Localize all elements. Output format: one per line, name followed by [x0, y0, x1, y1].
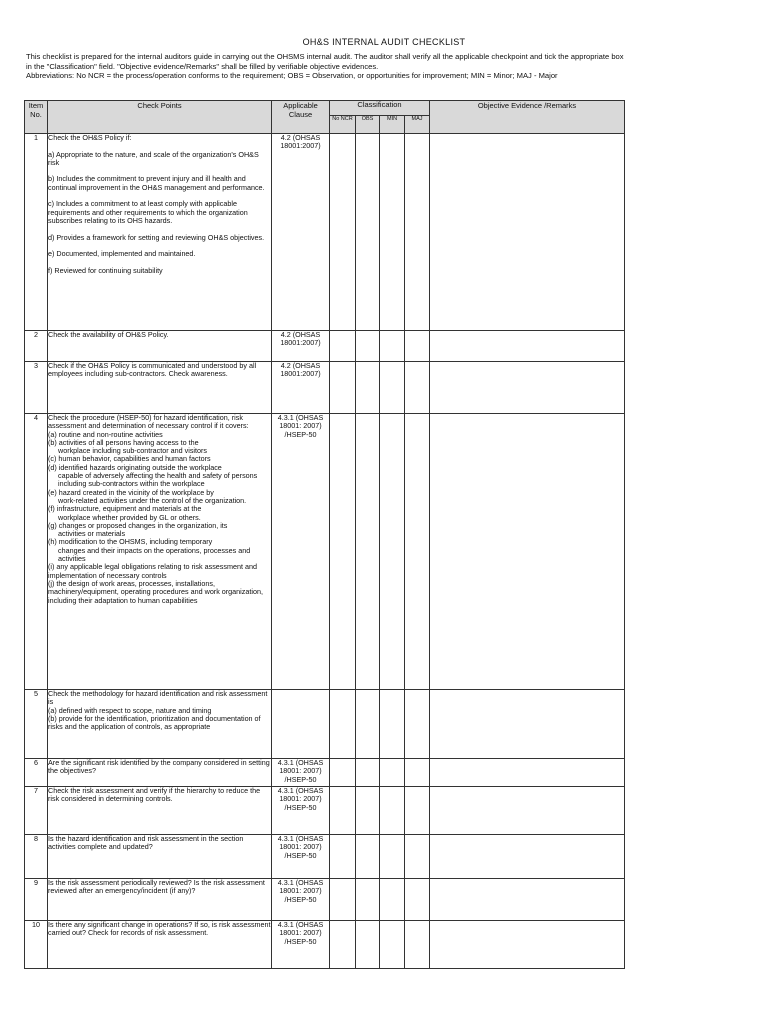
obs-checkbox[interactable] — [356, 921, 380, 969]
check-point: Are the significant risk identified by the company considered in setting the objectives? — [48, 759, 272, 787]
item-number: 10 — [25, 921, 48, 969]
header-applicable-clause: Applicable Clause — [272, 101, 330, 134]
no-ncr-checkbox[interactable] — [330, 362, 356, 414]
check-point-sub — [48, 464, 271, 489]
applicable-clause — [272, 690, 330, 759]
item-number: 1 — [25, 134, 48, 331]
maj-checkbox[interactable] — [405, 759, 430, 787]
no-ncr-checkbox[interactable] — [330, 414, 356, 690]
no-ncr-checkbox[interactable] — [330, 134, 356, 331]
check-point-sub: d) Provides a framework for setting and reviewing OH&S objectives. — [48, 232, 265, 242]
maj-checkbox[interactable] — [405, 835, 430, 879]
min-checkbox[interactable] — [380, 362, 405, 414]
item-number: 6 — [25, 759, 48, 787]
maj-checkbox[interactable] — [405, 879, 430, 921]
table-row — [25, 690, 625, 759]
sub-text-continued: work-related activities under the control of the organization. — [58, 495, 247, 505]
sub-text: (a) defined with respect to scope, nature and timing — [48, 705, 212, 715]
sub-text: (e) hazard created in the vicinity of the workplace by — [48, 487, 214, 497]
sub-text: (f) infrastructure, equipment and materials at the — [48, 504, 202, 514]
item-number: 4 — [25, 414, 48, 690]
header-classification: Classification — [330, 101, 430, 116]
sub-text-continued: activities or materials — [58, 529, 126, 539]
check-point-sub — [48, 715, 271, 732]
remarks-cell[interactable] — [430, 414, 625, 690]
sub-text-continued: workplace whether provided by GL or others. — [58, 512, 201, 522]
sub-text: (a) routine and non-routine activities — [48, 429, 163, 439]
sub-text: (c) human behavior, capabilities and human factors — [48, 454, 211, 464]
remarks-cell[interactable] — [430, 134, 625, 331]
header-maj: MAJ — [405, 116, 430, 134]
check-point-sub: f) Reviewed for continuing suitability — [48, 265, 163, 275]
audit-checklist-table — [24, 100, 625, 969]
sub-text: (g) changes or proposed changes in the organization, its — [48, 520, 228, 530]
applicable-clause: 4.3.1 (OHSAS 18001: 2007) /HSEP-50 — [272, 921, 330, 969]
check-point — [48, 414, 272, 690]
intro-abbreviations: Abbreviations: No NCR = the process/operation conforms to the requirement; OBS = Observation, or opportunities for improvement; MIN = Minor; MAJ - Major — [26, 71, 558, 80]
no-ncr-checkbox[interactable] — [330, 690, 356, 759]
obs-checkbox[interactable] — [356, 134, 380, 331]
applicable-clause: 4.3.1 (OHSAS 18001: 2007) /HSEP-50 — [272, 835, 330, 879]
obs-checkbox[interactable] — [356, 835, 380, 879]
header-item-no: Item No. — [25, 101, 48, 134]
sub-text: (h) modification to the OHSMS, including temporary — [48, 537, 213, 547]
maj-checkbox[interactable] — [405, 362, 430, 414]
header-min: MIN — [380, 116, 405, 134]
check-point-intro: Check the procedure (HSEP-50) for hazard identification, risk assessment and determination of necessary control if it covers: — [48, 413, 249, 431]
applicable-clause: 4.2 (OHSAS 18001:2007) — [272, 362, 330, 414]
no-ncr-checkbox[interactable] — [330, 879, 356, 921]
header-remarks: Objective Evidence /Remarks — [430, 101, 625, 134]
min-checkbox[interactable] — [380, 759, 405, 787]
maj-checkbox[interactable] — [405, 331, 430, 362]
no-ncr-checkbox[interactable] — [330, 921, 356, 969]
sub-text: (d) identified hazards originating outside the workplace — [48, 462, 222, 472]
table-row — [25, 921, 625, 969]
maj-checkbox[interactable] — [405, 921, 430, 969]
maj-checkbox[interactable] — [405, 134, 430, 331]
applicable-clause: 4.3.1 (OHSAS 18001: 2007) /HSEP-50 — [272, 787, 330, 835]
obs-checkbox[interactable] — [356, 362, 380, 414]
check-point — [48, 134, 272, 331]
table-row — [25, 414, 625, 690]
check-point-sub: c) Includes a commitment to at least comply with applicable requirements and other requirements to which the organization subscribes relating to its OHS hazards. — [48, 199, 248, 225]
remarks-cell[interactable] — [430, 879, 625, 921]
table-row — [25, 835, 625, 879]
min-checkbox[interactable] — [380, 690, 405, 759]
check-point: Is the risk assessment periodically reviewed? Is the risk assessment reviewed after an emergency/incident (if any)? — [48, 879, 272, 921]
sub-text-continued: capable of adversely affecting the health and safety of persons including sub-contractors within the workplace — [58, 471, 258, 489]
check-point-sub — [48, 580, 271, 605]
check-point: Check the availability of OH&S Policy. — [48, 331, 272, 362]
header-no-ncr: No NCR — [330, 116, 356, 134]
intro-instructions: This checklist is prepared for the internal auditors guide in carrying out the OHSMS internal audit. The auditor shall verify all the applicable checkpoint and tick the appropriate box in the "Classification" field. "Objective evidence/Remarks" shall be filled by verifiable objective evidences. — [26, 52, 624, 71]
no-ncr-checkbox[interactable] — [330, 331, 356, 362]
sub-text: (b) activities of all persons having access to the — [48, 437, 199, 447]
check-point: Check the risk assessment and verify if the hierarchy to reduce the risk considered in determining controls. — [48, 787, 272, 835]
check-point: Is the hazard identification and risk assessment in the section activities complete and updated? — [48, 835, 272, 879]
applicable-clause: 4.3.1 (OHSAS 18001: 2007) /HSEP-50 — [272, 759, 330, 787]
check-point — [48, 690, 272, 759]
check-point-sub — [48, 489, 271, 506]
item-number: 5 — [25, 690, 48, 759]
no-ncr-checkbox[interactable] — [330, 835, 356, 879]
intro-text — [26, 52, 626, 81]
item-number: 2 — [25, 331, 48, 362]
check-point-sub — [48, 538, 271, 563]
remarks-cell[interactable] — [430, 362, 625, 414]
min-checkbox[interactable] — [380, 134, 405, 331]
min-checkbox[interactable] — [380, 414, 405, 690]
check-point-sub — [48, 563, 271, 580]
remarks-cell[interactable] — [430, 835, 625, 879]
applicable-clause: 4.3.1 (OHSAS 18001: 2007) /HSEP-50 — [272, 414, 330, 690]
no-ncr-checkbox[interactable] — [330, 759, 356, 787]
min-checkbox[interactable] — [380, 835, 405, 879]
page-title: OH&S INTERNAL AUDIT CHECKLIST — [302, 37, 466, 47]
check-point-sub — [48, 439, 271, 456]
check-point: Check if the OH&S Policy is communicated and understood by all employees including sub-contractors. Check awareness. — [48, 362, 272, 414]
header-check-points: Check Points — [48, 101, 272, 134]
item-number: 8 — [25, 835, 48, 879]
obs-checkbox[interactable] — [356, 414, 380, 690]
remarks-cell[interactable] — [430, 331, 625, 362]
check-point-sub — [48, 505, 271, 522]
table-row — [25, 134, 625, 331]
applicable-clause: 4.2 (OHSAS 18001:2007) — [272, 331, 330, 362]
check-point-sub: b) Includes the commitment to prevent injury and ill health and continual improvement in the OH&S management and performance. — [48, 174, 265, 192]
sub-text: (b) provide for the identification, prioritization and documentation of risks and the application of controls, as appropriate — [48, 713, 261, 732]
check-point-sub — [48, 522, 271, 539]
check-point-sub: a) Appropriate to the nature, and scale of the organization's OH&S risk — [48, 149, 259, 167]
item-number: 9 — [25, 879, 48, 921]
min-checkbox[interactable] — [380, 331, 405, 362]
no-ncr-checkbox[interactable] — [330, 787, 356, 835]
sub-text-continued: changes and their impacts on the operations, processes and activities — [58, 545, 251, 564]
table-row — [25, 331, 625, 362]
check-point: Is there any significant change in operations? If so, is risk assessment carried out? Check for records of risk assessment. — [48, 921, 272, 969]
remarks-cell[interactable] — [430, 759, 625, 787]
sub-text: (j) the design of work areas, processes, installations, machinery/equipment, operating procedures and work organization, including their adaptation to human capabilities — [48, 578, 263, 605]
maj-checkbox[interactable] — [405, 787, 430, 835]
applicable-clause: 4.2 (OHSAS 18001:2007) — [272, 134, 330, 331]
remarks-cell[interactable] — [430, 787, 625, 835]
check-point-intro: Check the methodology for hazard identification and risk assessment is — [48, 689, 268, 707]
remarks-cell[interactable] — [430, 921, 625, 969]
obs-checkbox[interactable] — [356, 759, 380, 787]
min-checkbox[interactable] — [380, 787, 405, 835]
applicable-clause: 4.3.1 (OHSAS 18001: 2007) /HSEP-50 — [272, 879, 330, 921]
obs-checkbox[interactable] — [356, 879, 380, 921]
obs-checkbox[interactable] — [356, 331, 380, 362]
sub-text-continued: workplace including sub-contractor and visitors — [58, 446, 208, 456]
maj-checkbox[interactable] — [405, 690, 430, 759]
table-row — [25, 362, 625, 414]
min-checkbox[interactable] — [380, 921, 405, 969]
item-number: 3 — [25, 362, 48, 414]
min-checkbox[interactable] — [380, 879, 405, 921]
table-row — [25, 787, 625, 835]
check-point-sub: e) Documented, implemented and maintained. — [48, 249, 196, 259]
table-row — [25, 879, 625, 921]
sub-text: (i) any applicable legal obligations relating to risk assessment and implementation of necessary controls — [48, 562, 257, 580]
maj-checkbox[interactable] — [405, 414, 430, 690]
obs-checkbox[interactable] — [356, 787, 380, 835]
header-obs: OBS — [356, 116, 380, 134]
remarks-cell[interactable] — [430, 690, 625, 759]
check-point-intro: Check the OH&S Policy if: — [48, 133, 132, 142]
table-row — [25, 759, 625, 787]
item-number: 7 — [25, 787, 48, 835]
obs-checkbox[interactable] — [356, 690, 380, 759]
